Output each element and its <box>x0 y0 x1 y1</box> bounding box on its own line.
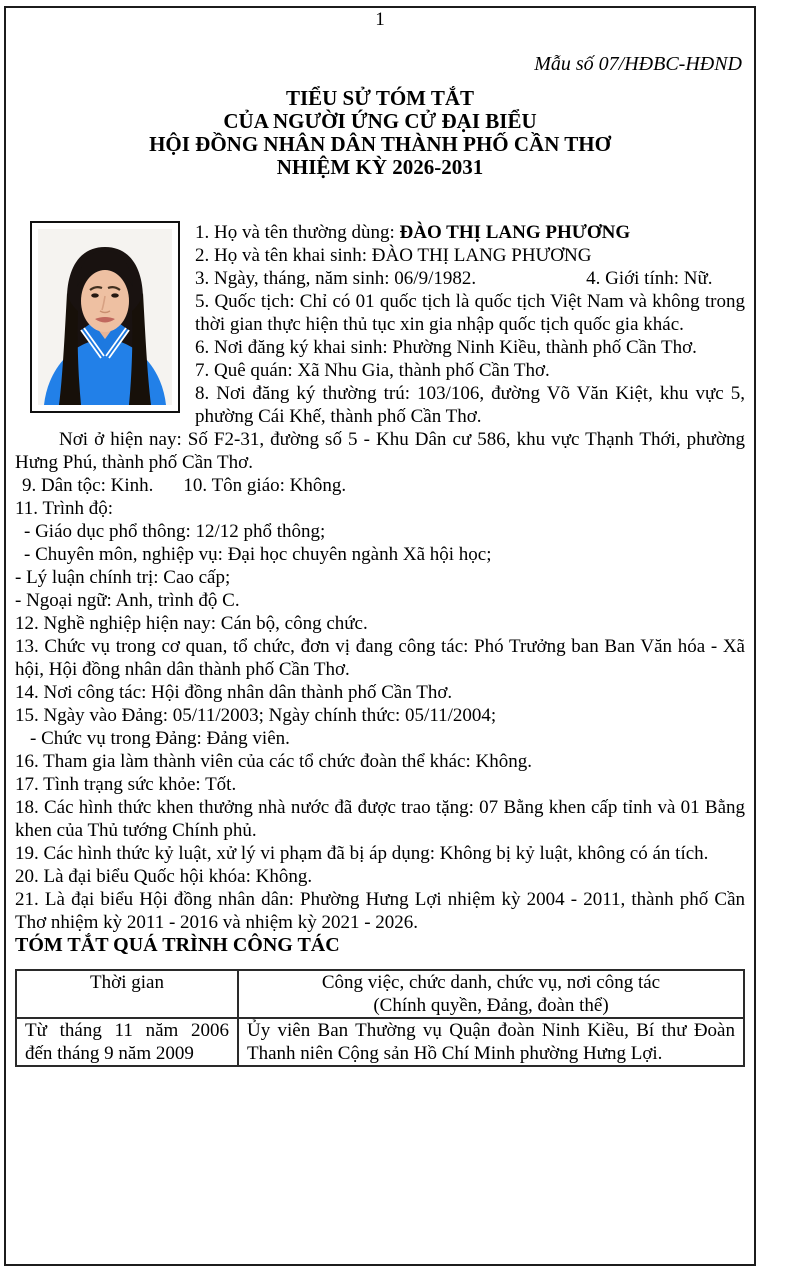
field-permanent-address: 8. Nơi đăng ký thường trú: 103/106, đường Võ Văn Kiệt, khu vực 5, phường Cái Khế, thành phố Cần Thơ. <box>195 383 745 427</box>
field-other-organizations: 16. Tham gia làm thành viên của các tổ chức đoàn thể khác: Không. <box>15 751 532 772</box>
field-party-dates: 15. Ngày vào Đảng: 05/11/2003; Ngày chính thức: 05/11/2004; <box>15 705 497 726</box>
title-line-3: HỘI ĐỒNG NHÂN DÂN THÀNH PHỐ CẦN THƠ <box>149 132 611 156</box>
field-nationality: 5. Quốc tịch: Chỉ có 01 quốc tịch là quốc tịch Việt Nam và không trong thời gian thực hiện thủ tục xin gia nhập quốc tịch quốc gia khác. <box>195 291 745 335</box>
document-title <box>6 87 754 179</box>
field-general-education: - Giáo dục phổ thông: 12/12 phổ thông; <box>24 521 326 542</box>
field-birth-registration: 6. Nơi đăng ký khai sinh: Phường Ninh Kiều, thành phố Cần Thơ. <box>195 337 697 358</box>
title-line-1: TIỂU SỬ TÓM TẮT <box>285 86 475 110</box>
page-number: 1 <box>375 9 385 30</box>
field-foreign-language: - Ngoại ngữ: Anh, trình độ C. <box>15 590 240 611</box>
field-position: 13. Chức vụ trong cơ quan, tổ chức, đơn vị đang công tác: Phó Trưởng ban Ban Văn hóa - Xã hội, Hội đồng nhân dân thành phố Cần Thơ. <box>15 636 745 680</box>
document-page <box>4 6 756 1266</box>
title-line-4: NHIỆM KỲ 2026-2031 <box>276 155 484 179</box>
field-hometown: 7. Quê quán: Xã Nhu Gia, thành phố Cần Thơ. <box>195 360 550 381</box>
work-history-row <box>16 1018 744 1066</box>
work-history-header-row <box>16 970 744 1018</box>
ethnicity-value: 9. Dân tộc: Kinh. <box>22 475 154 496</box>
field-national-assembly: 20. Là đại biểu Quốc hội khóa: Không. <box>15 866 313 887</box>
field-political-theory: - Lý luận chính trị: Cao cấp; <box>15 567 231 588</box>
field-birth-name: 2. Họ và tên khai sinh: ĐÀO THỊ LANG PHƯƠNG <box>195 245 592 266</box>
field-current-residence: Nơi ở hiện nay: Số F2-31, đường số 5 - Khu Dân cư 586, khu vực Thạnh Thới, phường Hưng Phú, thành phố Cần Thơ. <box>15 429 745 473</box>
gender-value: 4. Giới tính: Nữ. <box>586 268 713 289</box>
field-workplace: 14. Nơi công tác: Hội đồng nhân dân thành phố Cần Thơ. <box>15 682 453 703</box>
work-history-time-cell: Từ tháng 11 năm 2006 đến tháng 9 năm 2009 <box>16 1018 238 1066</box>
work-column-header <box>238 970 744 1018</box>
field-professional-education: - Chuyên môn, nghiệp vụ: Đại học chuyên ngành Xã hội học; <box>24 544 492 565</box>
common-name-label: 1. Họ và tên thường dùng: <box>195 222 400 243</box>
title-line-2: CỦA NGƯỜI ỨNG CỬ ĐẠI BIỂU <box>223 109 537 133</box>
work-column-header-line1: Công việc, chức danh, chức vụ, nơi công tác <box>321 972 661 993</box>
form-code-label: Mẫu số 07/HĐBC-HĐND <box>534 53 742 75</box>
work-history-table <box>15 969 745 1067</box>
religion-value: 10. Tôn giáo: Không. <box>183 475 347 496</box>
candidate-photo <box>30 221 180 413</box>
field-peoples-council: 21. Là đại biểu Hội đồng nhân dân: Phường Hưng Lợi nhiệm kỳ 2004 - 2011, thành phố Cần Thơ nhiệm kỳ 2011 - 2016 và nhiệm kỳ 2021 - 2026. <box>15 889 745 933</box>
biography-body <box>6 221 754 1067</box>
field-ethnicity-religion <box>15 474 745 497</box>
work-history-heading: TÓM TẮT QUÁ TRÌNH CÔNG TÁC <box>15 934 340 956</box>
field-disciplinary-record: 19. Các hình thức kỷ luật, xử lý vi phạm đã bị áp dụng: Không bị kỷ luật, không có án tích. <box>15 843 709 864</box>
work-history-work-cell: Ủy viên Ban Thường vụ Quận đoàn Ninh Kiều, Bí thư Đoàn Thanh niên Cộng sản Hồ Chí Minh phường Hưng Lợi. <box>238 1018 744 1066</box>
field-health-status: 17. Tình trạng sức khỏe: Tốt. <box>15 774 237 795</box>
field-awards: 18. Các hình thức khen thưởng nhà nước đã được trao tặng: 07 Bằng khen cấp tỉnh và 01 Bằng khen của Thủ tướng Chính phủ. <box>15 797 745 841</box>
time-column-header: Thời gian <box>16 970 238 1018</box>
field-occupation: 12. Nghề nghiệp hiện nay: Cán bộ, công chức. <box>15 613 368 634</box>
work-column-header-line2: (Chính quyền, Đảng, đoàn thể) <box>373 995 609 1016</box>
dob-value: 3. Ngày, tháng, năm sinh: 06/9/1982. <box>195 268 477 289</box>
field-party-role: - Chức vụ trong Đảng: Đảng viên. <box>30 728 290 749</box>
common-name-value: ĐÀO THỊ LANG PHƯƠNG <box>399 222 631 243</box>
field-qualifications: 11. Trình độ: <box>15 498 114 519</box>
portrait-illustration <box>32 223 178 411</box>
